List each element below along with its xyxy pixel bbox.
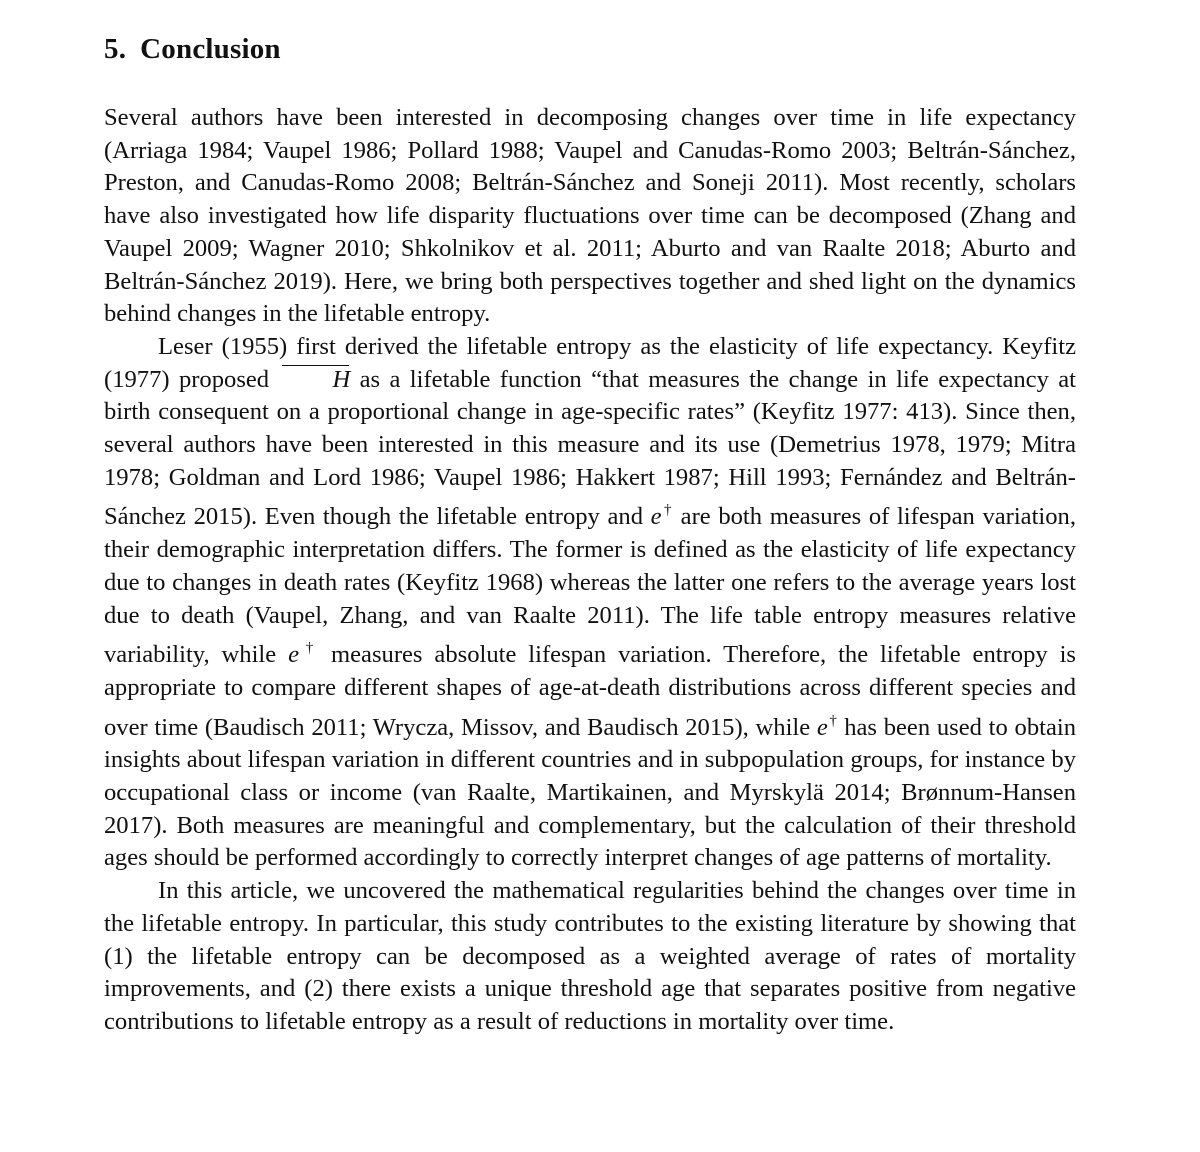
paragraph-1: Several authors have been interested in decomposing changes over time in life expectancy (Arriaga 1984; Vaupel 1986; Pollard 1988; Vaupel and Canudas-Romo 2003; Beltrán-Sánchez, Preston, and Canudas-Romo 2008; Beltrán-Sánchez and Soneji 2011). Most recently, scholars have also investigated how life disparity fluctuations over time can be decomposed (Zhang and Vaupel 2009; Wagner 2010; Shkolnikov et al. 2011; Aburto and van Raalte 2018; Aburto and Beltrán-Sánchez 2019). Here, we bring both perspectives together and shed light on the dynamics behind changes in the lifetable entropy. bbox=[104, 104, 1076, 328]
dagger-symbol: † bbox=[662, 502, 674, 519]
document-page bbox=[104, 30, 1076, 1039]
dagger-symbol: † bbox=[828, 712, 838, 729]
e-symbol: e bbox=[650, 503, 662, 531]
paragraph-2-text-1: Leser (1955) first derived the lifetable entropy as the elasticity of life expectancy. Keyfitz (1977) proposed bbox=[104, 332, 1076, 393]
paragraph-2-text-4: measures absolute lifespan variation. Therefore, the lifetable entropy is appropriate to compare different shapes of age-at-death distributions across different species and over time (Baudisch 2011; Wrycza, Missov, and Baudisch 2015), while bbox=[104, 641, 1076, 741]
paragraph-3: In this article, we uncovered the mathematical regularities behind the changes over time in the lifetable entropy. In particular, this study contributes to the existing literature by showing that (1) the lifetable entropy can be decomposed as a weighted average of rates of mortality improvements, and (2) there exists a unique threshold age that separates positive from negative contributions to lifetable entropy as a result of reductions in mortality over time. bbox=[104, 877, 1076, 1035]
e-dagger-symbol bbox=[817, 714, 838, 741]
section-title: Conclusion bbox=[140, 33, 281, 65]
paragraph-2-text-3: are both measures of lifespan variation, their demographic interpretation differs. The former is defined as the elasticity of life expectancy due to changes in death rates (Keyfitz 1968) whereas the latter one refers to the average years lost due to death (Vaupel, Zhang, and van Raalte 2011). The life table entropy measures relative variability, while bbox=[104, 503, 1077, 669]
e-dagger-symbol bbox=[651, 503, 673, 530]
e-dagger-symbol bbox=[288, 641, 319, 668]
e-symbol: e bbox=[288, 641, 300, 669]
paragraph-2 bbox=[104, 331, 1076, 875]
h-bar-symbol: H bbox=[279, 364, 351, 397]
dagger-symbol: † bbox=[300, 640, 320, 657]
paragraph-2-text-2: as a lifetable function “that measures the change in life expectancy at birth consequent on a proportional change in age-specific rates” (Keyfitz 1977: 413). Since then, several authors have been interested in this measure and its use (Demetrius 1978, 1979; Mitra 1978; Goldman and Lord 1986; Vaupel 1986; Hakkert 1987; Hill 1993; Fernández and Beltrán-Sánchez 2015). Even though the lifetable entropy and bbox=[104, 365, 1076, 531]
paragraph-2-text-5: has been used to obtain insights about lifespan variation in different countries and in subpopulation groups, for instance by occupational class or income (van Raalte, Martikainen, and Myrskylä 2014; Brønnum-Hansen 2017). Both measures are meaningful and complementary, but the calculation of their threshold ages should be performed accordingly to correctly interpret changes of age patterns of mortality. bbox=[104, 713, 1076, 872]
e-symbol: e bbox=[816, 713, 828, 741]
section-number: 5. bbox=[104, 33, 127, 65]
section-heading bbox=[104, 30, 1076, 68]
